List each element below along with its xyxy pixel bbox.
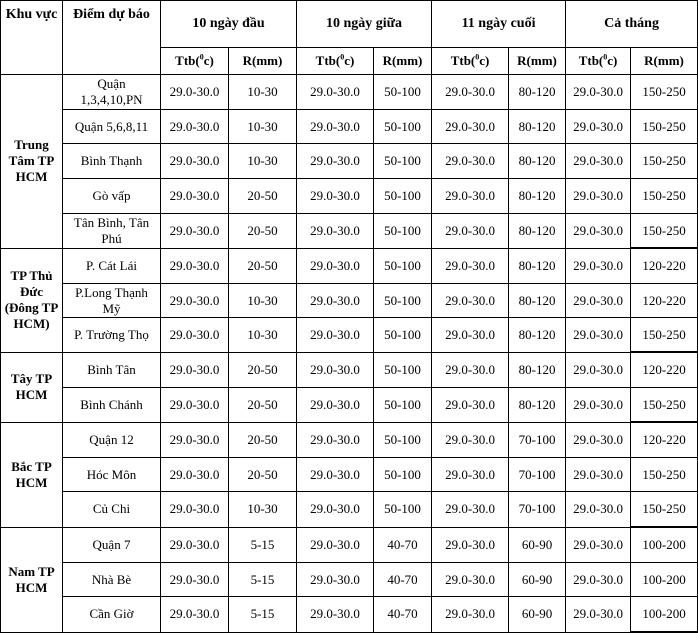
rain-cell: 60-90 xyxy=(509,527,566,563)
header-ttb-2: Ttb($^0$c) xyxy=(297,48,374,75)
temp-cell: 29.0-30.0 xyxy=(161,318,229,353)
table-row xyxy=(1,597,698,633)
rain-cell: 50-100 xyxy=(374,352,432,388)
forecast-point: Nhà Bè xyxy=(63,563,161,597)
rain-cell: 80-120 xyxy=(509,388,566,423)
rain-cell: 40-70 xyxy=(374,563,432,597)
forecast-point: Gò vấp xyxy=(63,179,161,214)
temp-cell: 29.0-30.0 xyxy=(432,422,509,458)
rain-cell: 80-120 xyxy=(509,318,566,353)
rain-cell: 80-120 xyxy=(509,144,566,179)
forecast-point: P. Trường Thọ xyxy=(63,318,161,353)
rain-cell: 70-100 xyxy=(509,422,566,458)
temp-cell: 29.0-30.0 xyxy=(566,597,631,633)
temp-cell: 29.0-30.0 xyxy=(432,388,509,423)
rain-cell: 50-100 xyxy=(374,318,432,353)
forecast-point: Cần Giờ xyxy=(63,597,161,633)
rain-cell: 20-50 xyxy=(229,248,297,284)
forecast-point: Quận 12 xyxy=(63,422,161,458)
header-rain-1: R(mm) xyxy=(229,48,297,75)
table-row xyxy=(1,284,698,318)
temp-cell: 29.0-30.0 xyxy=(432,527,509,563)
rain-cell: 50-100 xyxy=(374,179,432,214)
rain-cell: 20-50 xyxy=(229,179,297,214)
rain-cell: 120-220 xyxy=(631,422,698,458)
temp-cell: 29.0-30.0 xyxy=(432,75,509,110)
temp-cell: 29.0-30.0 xyxy=(161,527,229,563)
temp-cell: 29.0-30.0 xyxy=(566,110,631,144)
rain-cell: 150-250 xyxy=(631,179,698,214)
rain-cell: 10-30 xyxy=(229,492,297,528)
temp-cell: 29.0-30.0 xyxy=(161,563,229,597)
temp-cell: 29.0-30.0 xyxy=(432,597,509,633)
rain-cell: 50-100 xyxy=(374,492,432,528)
rain-cell: 50-100 xyxy=(374,144,432,179)
temp-cell: 29.0-30.0 xyxy=(566,214,631,249)
header-ttb-3: Ttb($^0$c) xyxy=(432,48,509,75)
temp-cell: 29.0-30.0 xyxy=(566,352,631,388)
rain-cell: 5-15 xyxy=(229,597,297,633)
rain-cell: 20-50 xyxy=(229,214,297,249)
rain-cell: 10-30 xyxy=(229,284,297,318)
temp-cell: 29.0-30.0 xyxy=(297,110,374,144)
rain-cell: 70-100 xyxy=(509,492,566,528)
temp-cell: 29.0-30.0 xyxy=(297,597,374,633)
rain-cell: 50-100 xyxy=(374,75,432,110)
temp-cell: 29.0-30.0 xyxy=(161,110,229,144)
rain-cell: 70-100 xyxy=(509,458,566,492)
temp-cell: 29.0-30.0 xyxy=(161,214,229,249)
forecast-point: Bình Thạnh xyxy=(63,144,161,179)
table-row xyxy=(1,492,698,528)
temp-cell: 29.0-30.0 xyxy=(566,458,631,492)
table-row xyxy=(1,144,698,179)
temp-cell: 29.0-30.0 xyxy=(297,284,374,318)
header-forecast-point: Điểm dự báo xyxy=(63,1,161,75)
table-row xyxy=(1,179,698,214)
temp-cell: 29.0-30.0 xyxy=(432,110,509,144)
temp-cell: 29.0-30.0 xyxy=(432,352,509,388)
table-row xyxy=(1,318,698,353)
table-row xyxy=(1,352,698,388)
temp-cell: 29.0-30.0 xyxy=(432,492,509,528)
rain-cell: 5-15 xyxy=(229,527,297,563)
table-row xyxy=(1,563,698,597)
temp-cell: 29.0-30.0 xyxy=(566,422,631,458)
forecast-point: Quận 7 xyxy=(63,527,161,563)
rain-cell: 20-50 xyxy=(229,388,297,423)
temp-cell: 29.0-30.0 xyxy=(161,144,229,179)
forecast-point: Quận 1,3,4,10,PN xyxy=(63,75,161,110)
forecast-point: Bình Tân xyxy=(63,352,161,388)
temp-cell: 29.0-30.0 xyxy=(297,179,374,214)
table-row xyxy=(1,110,698,144)
rain-cell: 20-50 xyxy=(229,422,297,458)
temp-cell: 29.0-30.0 xyxy=(161,422,229,458)
forecast-point: Củ Chi xyxy=(63,492,161,528)
temp-cell: 29.0-30.0 xyxy=(161,248,229,284)
temp-cell: 29.0-30.0 xyxy=(297,352,374,388)
forecast-body xyxy=(1,75,698,633)
forecast-point: P.Long Thạnh Mỹ xyxy=(63,284,161,318)
forecast-point: Bình Chánh xyxy=(63,388,161,423)
rain-cell: 50-100 xyxy=(374,388,432,423)
rain-cell: 150-250 xyxy=(631,492,698,528)
rain-cell: 20-50 xyxy=(229,458,297,492)
header-period-1: 10 ngày đầu xyxy=(161,1,297,48)
region-name: Tây TP HCM xyxy=(1,352,63,422)
temp-cell: 29.0-30.0 xyxy=(432,563,509,597)
rain-cell: 100-200 xyxy=(631,527,698,563)
temp-cell: 29.0-30.0 xyxy=(566,248,631,284)
rain-cell: 150-250 xyxy=(631,214,698,249)
header-region: Khu vực xyxy=(1,1,63,75)
temp-cell: 29.0-30.0 xyxy=(432,248,509,284)
temp-cell: 29.0-30.0 xyxy=(566,388,631,423)
temp-cell: 29.0-30.0 xyxy=(297,388,374,423)
temp-cell: 29.0-30.0 xyxy=(566,318,631,353)
rain-cell: 100-200 xyxy=(631,597,698,633)
rain-cell: 150-250 xyxy=(631,458,698,492)
header-period-2: 10 ngày giữa xyxy=(297,1,432,48)
header-rain-4: R(mm) xyxy=(631,48,698,75)
temp-cell: 29.0-30.0 xyxy=(297,318,374,353)
rain-cell: 10-30 xyxy=(229,75,297,110)
temp-cell: 29.0-30.0 xyxy=(161,458,229,492)
table-row xyxy=(1,214,698,249)
rain-cell: 50-100 xyxy=(374,458,432,492)
rain-cell: 50-100 xyxy=(374,214,432,249)
temp-cell: 29.0-30.0 xyxy=(297,144,374,179)
temp-cell: 29.0-30.0 xyxy=(161,75,229,110)
header-period-4: Cả tháng xyxy=(566,1,698,48)
forecast-point: P. Cát Lái xyxy=(63,248,161,284)
rain-cell: 120-220 xyxy=(631,248,698,284)
temp-cell: 29.0-30.0 xyxy=(566,179,631,214)
temp-cell: 29.0-30.0 xyxy=(297,75,374,110)
rain-cell: 80-120 xyxy=(509,214,566,249)
header-rain-3: R(mm) xyxy=(509,48,566,75)
table-row xyxy=(1,527,698,563)
temp-cell: 29.0-30.0 xyxy=(161,597,229,633)
temp-cell: 29.0-30.0 xyxy=(161,492,229,528)
region-name: Bắc TP HCM xyxy=(1,422,63,527)
rain-cell: 150-250 xyxy=(631,110,698,144)
table-row xyxy=(1,75,698,110)
header-ttb-1: Ttb($^0$c) xyxy=(161,48,229,75)
header-rain-2: R(mm) xyxy=(374,48,432,75)
temp-cell: 29.0-30.0 xyxy=(432,214,509,249)
temp-cell: 29.0-30.0 xyxy=(161,352,229,388)
rain-cell: 50-100 xyxy=(374,422,432,458)
temp-cell: 29.0-30.0 xyxy=(297,248,374,284)
temp-cell: 29.0-30.0 xyxy=(297,563,374,597)
rain-cell: 60-90 xyxy=(509,563,566,597)
region-name: TP Thủ Đức (Đông TP HCM) xyxy=(1,248,63,352)
rain-cell: 10-30 xyxy=(229,110,297,144)
temp-cell: 29.0-30.0 xyxy=(432,284,509,318)
temp-cell: 29.0-30.0 xyxy=(297,492,374,528)
rain-cell: 120-220 xyxy=(631,284,698,318)
temp-cell: 29.0-30.0 xyxy=(297,214,374,249)
rain-cell: 150-250 xyxy=(631,388,698,423)
header-period-3: 11 ngày cuối xyxy=(432,1,566,48)
region-name: Nam TP HCM xyxy=(1,527,63,632)
temp-cell: 29.0-30.0 xyxy=(432,458,509,492)
rain-cell: 20-50 xyxy=(229,352,297,388)
temp-cell: 29.0-30.0 xyxy=(161,388,229,423)
temp-cell: 29.0-30.0 xyxy=(432,179,509,214)
rain-cell: 50-100 xyxy=(374,110,432,144)
rain-cell: 120-220 xyxy=(631,352,698,388)
rain-cell: 50-100 xyxy=(374,284,432,318)
temp-cell: 29.0-30.0 xyxy=(566,527,631,563)
temp-cell: 29.0-30.0 xyxy=(566,144,631,179)
rain-cell: 150-250 xyxy=(631,75,698,110)
forecast-point: Tân Bình, Tân Phú xyxy=(63,214,161,249)
rain-cell: 80-120 xyxy=(509,110,566,144)
rain-cell: 100-200 xyxy=(631,563,698,597)
rain-cell: 10-30 xyxy=(229,144,297,179)
rain-cell: 80-120 xyxy=(509,352,566,388)
table-row xyxy=(1,248,698,284)
rain-cell: 80-120 xyxy=(509,75,566,110)
temp-cell: 29.0-30.0 xyxy=(432,318,509,353)
rain-cell: 40-70 xyxy=(374,597,432,633)
forecast-point: Quận 5,6,8,11 xyxy=(63,110,161,144)
table-row xyxy=(1,388,698,423)
rain-cell: 150-250 xyxy=(631,318,698,353)
rain-cell: 40-70 xyxy=(374,527,432,563)
rain-cell: 60-90 xyxy=(509,597,566,633)
forecast-point: Hóc Môn xyxy=(63,458,161,492)
region-name: Trung Tâm TP HCM xyxy=(1,75,63,249)
table-row xyxy=(1,458,698,492)
rain-cell: 50-100 xyxy=(374,248,432,284)
rain-cell: 10-30 xyxy=(229,318,297,353)
rain-cell: 80-120 xyxy=(509,179,566,214)
temp-cell: 29.0-30.0 xyxy=(161,179,229,214)
temp-cell: 29.0-30.0 xyxy=(297,458,374,492)
temp-cell: 29.0-30.0 xyxy=(566,75,631,110)
temp-cell: 29.0-30.0 xyxy=(297,422,374,458)
temp-cell: 29.0-30.0 xyxy=(566,284,631,318)
temp-cell: 29.0-30.0 xyxy=(297,527,374,563)
rain-cell: 80-120 xyxy=(509,248,566,284)
temp-cell: 29.0-30.0 xyxy=(566,563,631,597)
temp-cell: 29.0-30.0 xyxy=(432,144,509,179)
header-ttb-4: Ttb($^0$c) xyxy=(566,48,631,75)
rain-cell: 150-250 xyxy=(631,144,698,179)
temp-cell: 29.0-30.0 xyxy=(566,492,631,528)
rain-cell: 80-120 xyxy=(509,284,566,318)
table-row xyxy=(1,422,698,458)
temp-cell: 29.0-30.0 xyxy=(161,284,229,318)
rain-cell: 5-15 xyxy=(229,563,297,597)
